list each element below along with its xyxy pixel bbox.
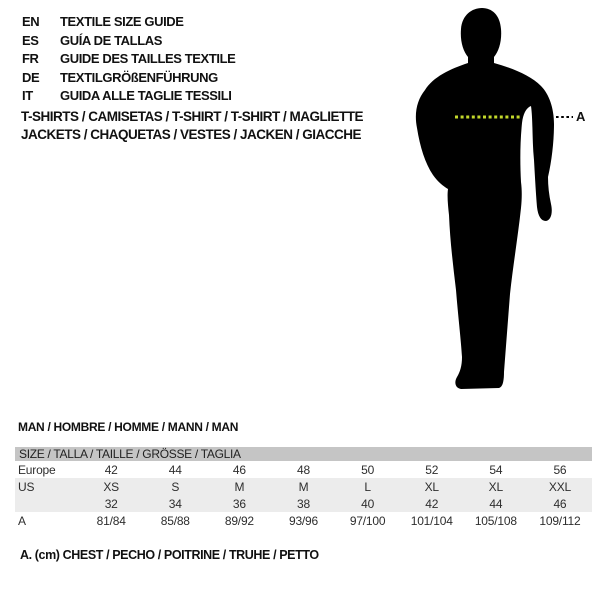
size-cell: 46 [553,496,567,511]
size-cell: 54 [489,462,503,477]
language-code: IT [22,88,33,103]
size-table [15,447,592,529]
row-label: US [18,479,35,494]
language-label: GUIDA ALLE TAGLIE TESSILI [60,88,232,103]
table-row [15,461,592,478]
size-cell: 101/104 [410,513,453,528]
row-label: A [18,513,26,528]
size-cell: 52 [425,462,439,477]
language-row [22,32,235,51]
man-silhouette-svg [400,0,600,400]
size-table-body [15,447,592,529]
size-cell: 81/84 [96,513,126,528]
measurement-a-label: A [576,109,586,124]
language-code: FR [22,51,39,66]
size-cell: 42 [425,496,439,511]
size-cell: 40 [361,496,375,511]
language-label: GUÍA DE TALLAS [60,32,163,48]
language-list [22,13,235,106]
size-cell: 36 [232,496,246,511]
language-label: TEXTILGRÖßENFÜHRUNG [60,69,218,85]
table-row [15,512,592,529]
category-list [21,108,363,144]
size-cell: 42 [104,462,118,477]
language-label: GUIDE DES TAILLES TEXTILE [60,51,236,66]
table-row [15,478,592,495]
language-code: DE [22,69,40,85]
row-label [15,495,79,512]
language-label: TEXTILE SIZE GUIDE [60,14,184,29]
language-row [22,50,235,69]
size-cell: L [364,479,371,494]
size-cell: M [234,479,245,494]
category-jackets: JACKETS / CHAQUETAS / VESTES / JACKEN / GIACCHE [21,127,362,142]
size-cell: 97/100 [349,513,386,528]
size-cell: 50 [361,462,375,477]
size-cell: M [298,479,309,494]
size-cell: 44 [489,496,503,511]
size-cell: S [171,479,180,494]
size-cell: XL [488,479,503,494]
size-cell: 34 [168,496,182,511]
size-cell: 89/92 [224,513,254,528]
category-tshirts: T-SHIRTS / CAMISETAS / T-SHIRT / T-SHIRT / MAGLIETTE [21,109,364,124]
size-cell: 48 [297,462,310,477]
language-row [22,87,235,106]
language-code: ES [22,32,39,48]
size-table-header-row [15,447,592,461]
size-cell: XXL [548,479,571,494]
size-cell: 93/96 [288,513,318,528]
language-row [22,69,235,88]
language-row [22,13,235,32]
size-cell: XL [424,479,439,494]
size-cell: 46 [232,462,246,477]
language-code: EN [22,14,40,29]
section-title-man: MAN / HOMBRE / HOMME / MANN / MAN [18,420,239,434]
table-row [15,495,592,512]
size-cell: 109/112 [539,513,581,528]
size-cell: 85/88 [160,513,190,528]
chest-footnote: A. (cm) CHEST / PECHO / POITRINE / TRUHE / PETTO [20,548,319,562]
size-cell: 56 [553,462,567,477]
size-cell: 105/108 [474,513,517,528]
man-silhouette-figure [400,0,600,400]
size-cell: 44 [168,462,182,477]
size-cell: 38 [297,496,310,511]
size-cell: XS [103,479,119,494]
row-label: Europe [18,462,56,477]
size-table-header: SIZE / TALLA / TAILLE / GRÖSSE / TAGLIA [15,447,592,461]
size-cell: 32 [104,496,118,511]
man-silhouette-path [416,8,554,389]
